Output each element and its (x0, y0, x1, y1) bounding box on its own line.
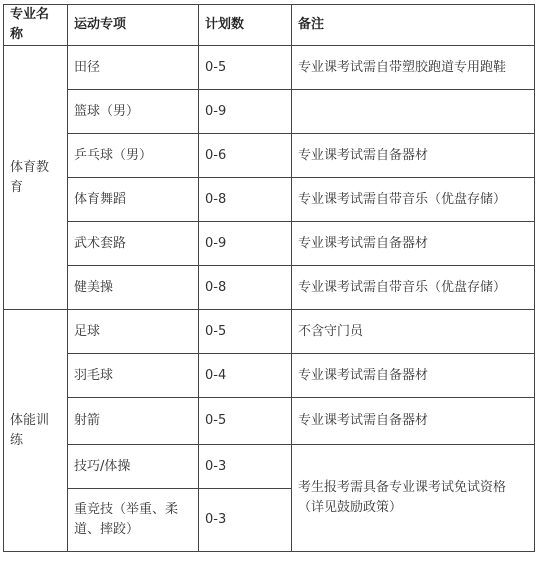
sport-cell: 足球 (68, 310, 199, 354)
sport-cell: 健美操 (68, 266, 199, 310)
header-note: 备注 (292, 5, 535, 46)
note-cell: 专业课考试需自备器材 (292, 354, 535, 398)
note-cell: 专业课考试需自备器材 (292, 398, 535, 445)
note-cell: 不含守门员 (292, 310, 535, 354)
plan-cell: 0-9 (199, 90, 292, 134)
header-sport: 运动专项 (68, 5, 199, 46)
plan-cell: 0-3 (199, 445, 292, 489)
major-name-cell: 体育教育 (4, 46, 68, 310)
sport-cell: 羽毛球 (68, 354, 199, 398)
header-row (4, 5, 535, 46)
table-row (4, 266, 535, 310)
note-cell: 专业课考试需自备器材 (292, 222, 535, 266)
note-cell: 专业课考试需自带音乐（优盘存储） (292, 266, 535, 310)
major-name-cell: 体能训练 (4, 310, 68, 552)
header-major: 专业名称 (4, 5, 68, 46)
table-row (4, 445, 535, 489)
note-cell: 专业课考试需自带音乐（优盘存储） (292, 178, 535, 222)
sport-cell: 乒乓球（男） (68, 134, 199, 178)
plan-cell: 0-9 (199, 222, 292, 266)
table-row (4, 134, 535, 178)
table-row (4, 46, 535, 90)
sport-cell: 重竞技（举重、柔道、摔跤） (68, 489, 199, 552)
sport-cell: 射箭 (68, 398, 199, 445)
plan-cell: 0-5 (199, 398, 292, 445)
plan-cell: 0-5 (199, 310, 292, 354)
plan-cell: 0-5 (199, 46, 292, 90)
sport-cell: 技巧/体操 (68, 445, 199, 489)
plan-cell: 0-3 (199, 489, 292, 552)
sport-cell: 体育舞蹈 (68, 178, 199, 222)
table-row (4, 354, 535, 398)
plan-cell: 0-6 (199, 134, 292, 178)
note-cell (292, 90, 535, 134)
sport-cell: 武术套路 (68, 222, 199, 266)
sport-cell: 篮球（男） (68, 90, 199, 134)
sport-cell: 田径 (68, 46, 199, 90)
table-row (4, 310, 535, 354)
merged-note-cell: 考生报考需具备专业课考试免试资格（详见鼓励政策） (292, 445, 535, 552)
table-row (4, 90, 535, 134)
table-row (4, 398, 535, 445)
enrollment-plan-table (3, 4, 535, 552)
plan-cell: 0-4 (199, 354, 292, 398)
table-row (4, 222, 535, 266)
note-cell: 专业课考试需自带塑胶跑道专用跑鞋 (292, 46, 535, 90)
table-row (4, 178, 535, 222)
plan-cell: 0-8 (199, 178, 292, 222)
plan-cell: 0-8 (199, 266, 292, 310)
header-plan: 计划数 (199, 5, 292, 46)
note-cell: 专业课考试需自备器材 (292, 134, 535, 178)
